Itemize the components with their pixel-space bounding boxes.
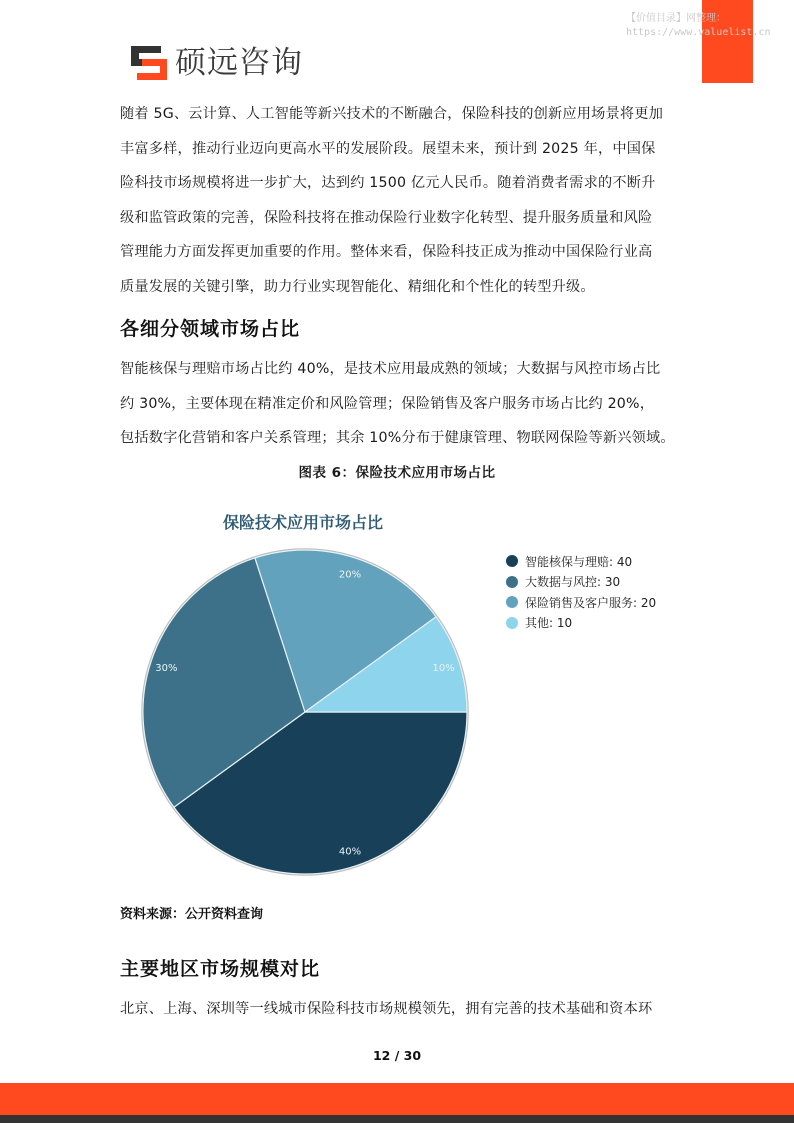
chart-legend — [506, 551, 656, 633]
figure-caption: 图表 6：保险技术应用市场占比 — [298, 465, 496, 481]
logo-mark-icon — [131, 46, 167, 80]
legend-item — [506, 592, 656, 613]
paragraph-line: 管理能力方面发挥更加重要的作用。整体来看，保险科技正成为推动中国保险行业高 — [120, 244, 653, 260]
legend-label: 智能核保与理赔: 40 — [525, 554, 633, 569]
paragraph-line: 级和监管政策的完善，保险科技将在推动保险行业数字化转型、提升服务质量和风险 — [120, 209, 653, 226]
brand-logo — [131, 46, 303, 80]
section-heading: 主要地区市场规模对比 — [120, 958, 321, 980]
legend-item — [506, 551, 656, 572]
section-heading: 各细分领域市场占比 — [120, 318, 301, 340]
regional-paragraph — [120, 992, 680, 1027]
section-heading-segment-share — [120, 314, 680, 341]
watermark — [626, 12, 794, 40]
section-heading-regional — [120, 954, 680, 981]
legend-item — [506, 613, 656, 634]
legend-label: 保险销售及客户服务: 20 — [525, 595, 657, 610]
paragraph-line: 丰富多样，推动行业迈向更高水平的发展阶段。展望未来，预计到 2025 年，中国保 — [120, 140, 656, 157]
legend-swatch-icon — [506, 555, 518, 567]
segment-share-paragraph — [120, 352, 680, 456]
pie-slice-label: 20% — [338, 569, 362, 581]
paragraph-line: 智能核保与理赔市场占比约 40%，是技术应用最成熟的领域；大数据与风控市场占比 — [120, 361, 661, 377]
legend-label: 其他: 10 — [525, 616, 573, 631]
paragraph-line: 北京、上海、深圳等一线城市保险科技市场规模领先，拥有完善的技术基础和资本环 — [120, 1001, 653, 1017]
footer-accent-bar — [0, 1083, 794, 1115]
brand-name: 硕远咨询 — [175, 45, 303, 81]
paragraph-line: 包括数字化营销和客户关系管理；其余 10%分布于健康管理、物联网保险等新兴领域。 — [120, 430, 675, 446]
watermark-line2: https://www.valuelist.cn — [626, 27, 771, 38]
pie-chart — [136, 543, 476, 883]
paragraph-line: 随着 5G、云计算、人工智能等新兴技术的不断融合，保险科技的创新应用场景将更加 — [120, 106, 664, 122]
paragraph-line: 约 30%，主要体现在精准定价和风险管理；保险销售及客户服务市场占比约 20%， — [120, 395, 655, 412]
chart-title: 保险技术应用市场占比 — [223, 513, 384, 532]
figure-source: 资料来源：公开资料查询 — [120, 907, 264, 922]
intro-paragraph — [120, 97, 680, 304]
pie-slice-label: 10% — [432, 662, 455, 674]
legend-swatch-icon — [506, 617, 518, 629]
watermark-line1: 【价值目录】网整理： — [626, 13, 726, 24]
pie-slice-label: 40% — [338, 846, 362, 858]
page-number: 12 / 30 — [372, 1048, 422, 1063]
legend-swatch-icon — [506, 576, 518, 588]
legend-item — [506, 572, 656, 593]
footer-dark-bar — [0, 1115, 794, 1123]
legend-swatch-icon — [506, 596, 518, 608]
paragraph-line: 质量发展的关键引擎，助力行业实现智能化、精细化和个性化的转型升级。 — [120, 278, 595, 295]
pie-slice-label: 30% — [155, 662, 178, 674]
legend-label: 大数据与风控: 30 — [525, 575, 621, 590]
paragraph-line: 险科技市场规模将进一步扩大，达到约 1500 亿元人民币。随着消费者需求的不断升 — [120, 175, 656, 191]
